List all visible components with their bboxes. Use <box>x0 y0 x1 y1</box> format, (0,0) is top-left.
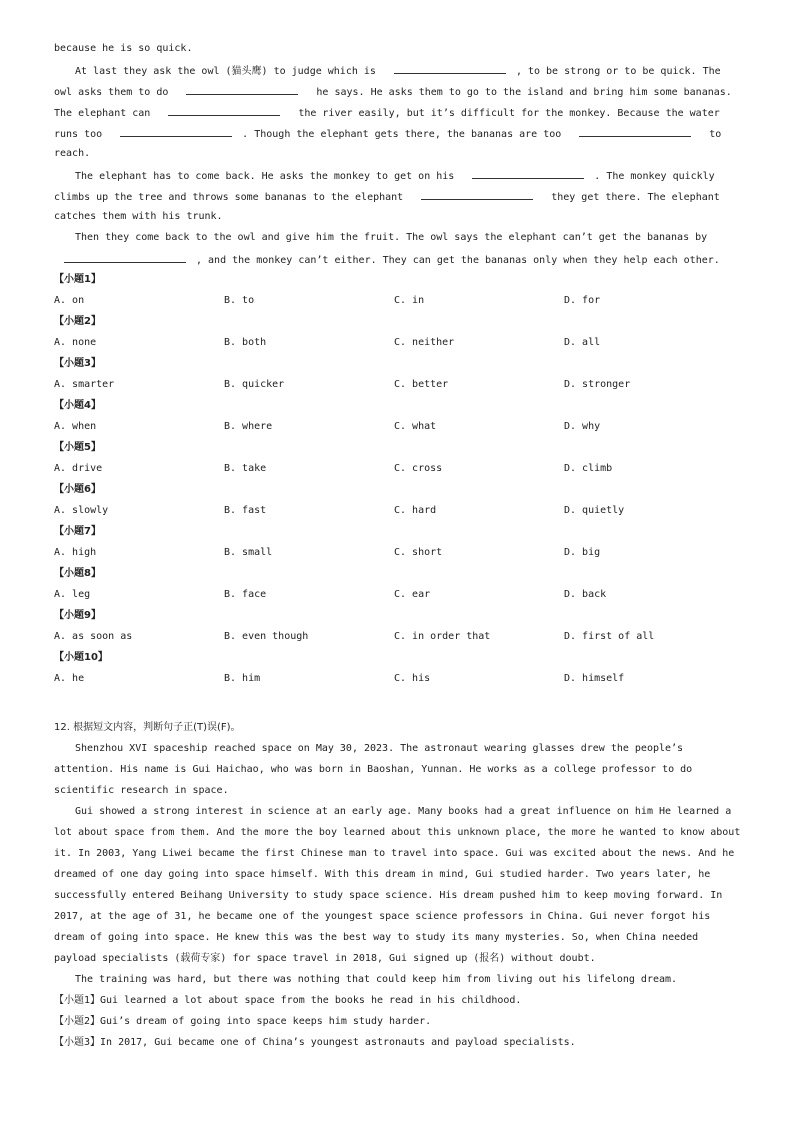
passage2-line: Shenzhou XVI spaceship reached space on May 30, 2023. The astronaut wearing glasses drew the people’s <box>75 743 684 754</box>
answer-blank-7[interactable] <box>421 189 533 200</box>
option-b[interactable]: B. small <box>224 547 273 558</box>
option-b[interactable]: B. even though <box>224 631 309 642</box>
passage2-line: successfully entered Beihang University to study space science. His dream pushed him to keep moving forward. In <box>54 890 723 901</box>
option-c[interactable]: C. short <box>394 547 443 558</box>
option-a[interactable]: A. he <box>54 673 85 684</box>
passage-line-10: Then they come back to the owl and give him the fruit. The owl says the elephant can’t get the bananas by <box>75 232 708 243</box>
question-label: 【小题2】 <box>54 316 101 327</box>
passage-line-3: owl asks them to do he says. He asks them to go to the island and bring him some bananas. <box>54 84 732 100</box>
answer-blank-3[interactable] <box>168 105 280 116</box>
option-b[interactable]: B. both <box>224 337 267 348</box>
passage-line-9: catches them with his trunk. <box>54 211 223 222</box>
answer-blank-5[interactable] <box>579 126 691 137</box>
passage-line-2: At last they ask the owl (猫头鹰) to judge which is , to be strong or to be quick. The <box>75 63 721 79</box>
answer-blank-4[interactable] <box>120 126 232 137</box>
question-label: 【小题1】 <box>54 274 101 285</box>
passage-line-1: because he is so quick. <box>54 43 193 54</box>
question-label: 【小题4】 <box>54 400 101 411</box>
passage2-line: The training was hard, but there was nothing that could keep him from living out his lifelong dream. <box>75 974 678 985</box>
answer-blank-6[interactable] <box>472 168 584 179</box>
option-c[interactable]: C. ear <box>394 589 431 600</box>
option-d[interactable]: D. stronger <box>564 379 631 390</box>
option-d[interactable]: D. big <box>564 547 601 558</box>
option-b[interactable]: B. quicker <box>224 379 285 390</box>
option-a[interactable]: A. smarter <box>54 379 115 390</box>
question-label: 【小题8】 <box>54 568 101 579</box>
option-a[interactable]: A. on <box>54 295 85 306</box>
option-d[interactable]: D. for <box>564 295 601 306</box>
passage-line-8: climbs up the tree and throws some bananas to the elephant they get there. The elephant <box>54 189 720 205</box>
passage2-line: attention. His name is Gui Haichao, who was born in Baoshan, Yunnan. He works as a college professor to do <box>54 764 693 775</box>
passage-line-11: , and the monkey can’t either. They can get the bananas only when they help each other. <box>54 252 720 268</box>
option-d[interactable]: D. back <box>564 589 607 600</box>
question-label: 【小题7】 <box>54 526 101 537</box>
answer-blank-2[interactable] <box>186 84 298 95</box>
option-a[interactable]: A. high <box>54 547 97 558</box>
passage2-line: it. In 2003, Yang Liwei became the first Chinese man to travel into space. Gui was excited about the news. And he <box>54 848 735 859</box>
option-c[interactable]: C. his <box>394 673 431 684</box>
option-d[interactable]: D. himself <box>564 673 625 684</box>
option-a[interactable]: A. leg <box>54 589 91 600</box>
passage-line-7: The elephant has to come back. He asks the monkey to get on his . The monkey quickly <box>75 168 715 184</box>
answer-blank-1[interactable] <box>394 63 506 74</box>
option-d[interactable]: D. all <box>564 337 601 348</box>
passage-line-5: runs too . Though the elephant gets there, the bananas are too to <box>54 126 721 142</box>
question-label: 【小题10】 <box>54 652 108 663</box>
option-c[interactable]: C. better <box>394 379 449 390</box>
option-c[interactable]: C. hard <box>394 505 437 516</box>
option-a[interactable]: A. slowly <box>54 505 109 516</box>
option-d[interactable]: D. first of all <box>564 631 655 642</box>
question-label: 【小题9】 <box>54 610 101 621</box>
question-label: 【小题3】 <box>54 358 101 369</box>
option-a[interactable]: A. as soon as <box>54 631 133 642</box>
option-c[interactable]: C. neither <box>394 337 455 348</box>
answer-blank-8[interactable] <box>64 252 186 263</box>
question-label: 【小题5】 <box>54 442 101 453</box>
option-a[interactable]: A. when <box>54 421 97 432</box>
passage2-line: Gui showed a strong interest in science at an early age. Many books had a great influence on him He learned a <box>75 806 732 817</box>
option-c[interactable]: C. cross <box>394 463 443 474</box>
passage2-line: 2017, at the age of 31, he became one of the youngest space science professors in China. Gui never forgot his <box>54 911 711 922</box>
option-d[interactable]: D. why <box>564 421 601 432</box>
passage-line-6: reach. <box>54 148 91 159</box>
tf-statement-1: 【小题1】Gui learned a lot about space from the books he read in his childhood. <box>54 995 522 1006</box>
passage2-line: dreamed of one day going into space himself. With this dream in mind, Gui studied harder. Two years later, he <box>54 869 711 880</box>
option-c[interactable]: C. what <box>394 421 437 432</box>
option-a[interactable]: A. drive <box>54 463 103 474</box>
option-b[interactable]: B. fast <box>224 505 267 516</box>
option-d[interactable]: D. climb <box>564 463 613 474</box>
passage2-line: dream of going into space. He knew this was the best way to study its many mysteries. So, when China needed <box>54 932 699 943</box>
passage-line-4: The elephant can the river easily, but it’s difficult for the monkey. Because the water <box>54 105 720 121</box>
option-a[interactable]: A. none <box>54 337 97 348</box>
option-c[interactable]: C. in <box>394 295 425 306</box>
option-b[interactable]: B. where <box>224 421 273 432</box>
tf-statement-3: 【小题3】In 2017, Gui became one of China’s youngest astronauts and payload specialists. <box>54 1037 576 1048</box>
passage2-line: scientific research in space. <box>54 785 229 796</box>
option-c[interactable]: C. in order that <box>394 631 491 642</box>
option-d[interactable]: D. quietly <box>564 505 625 516</box>
option-b[interactable]: B. to <box>224 295 255 306</box>
option-b[interactable]: B. face <box>224 589 267 600</box>
passage2-line: payload specialists (载荷专家) for space travel in 2018, Gui signed up (报名) without doubt. <box>54 953 596 964</box>
option-b[interactable]: B. take <box>224 463 267 474</box>
section-12-heading: 12. 根据短文内容，判断句子正(T)误(F)。 <box>54 722 241 733</box>
option-b[interactable]: B. him <box>224 673 261 684</box>
passage2-line: lot about space from them. And the more the boy learned about this unknown place, the more he wanted to know about <box>54 827 741 838</box>
tf-statement-2: 【小题2】Gui’s dream of going into space keeps him study harder. <box>54 1016 432 1027</box>
question-label: 【小题6】 <box>54 484 101 495</box>
